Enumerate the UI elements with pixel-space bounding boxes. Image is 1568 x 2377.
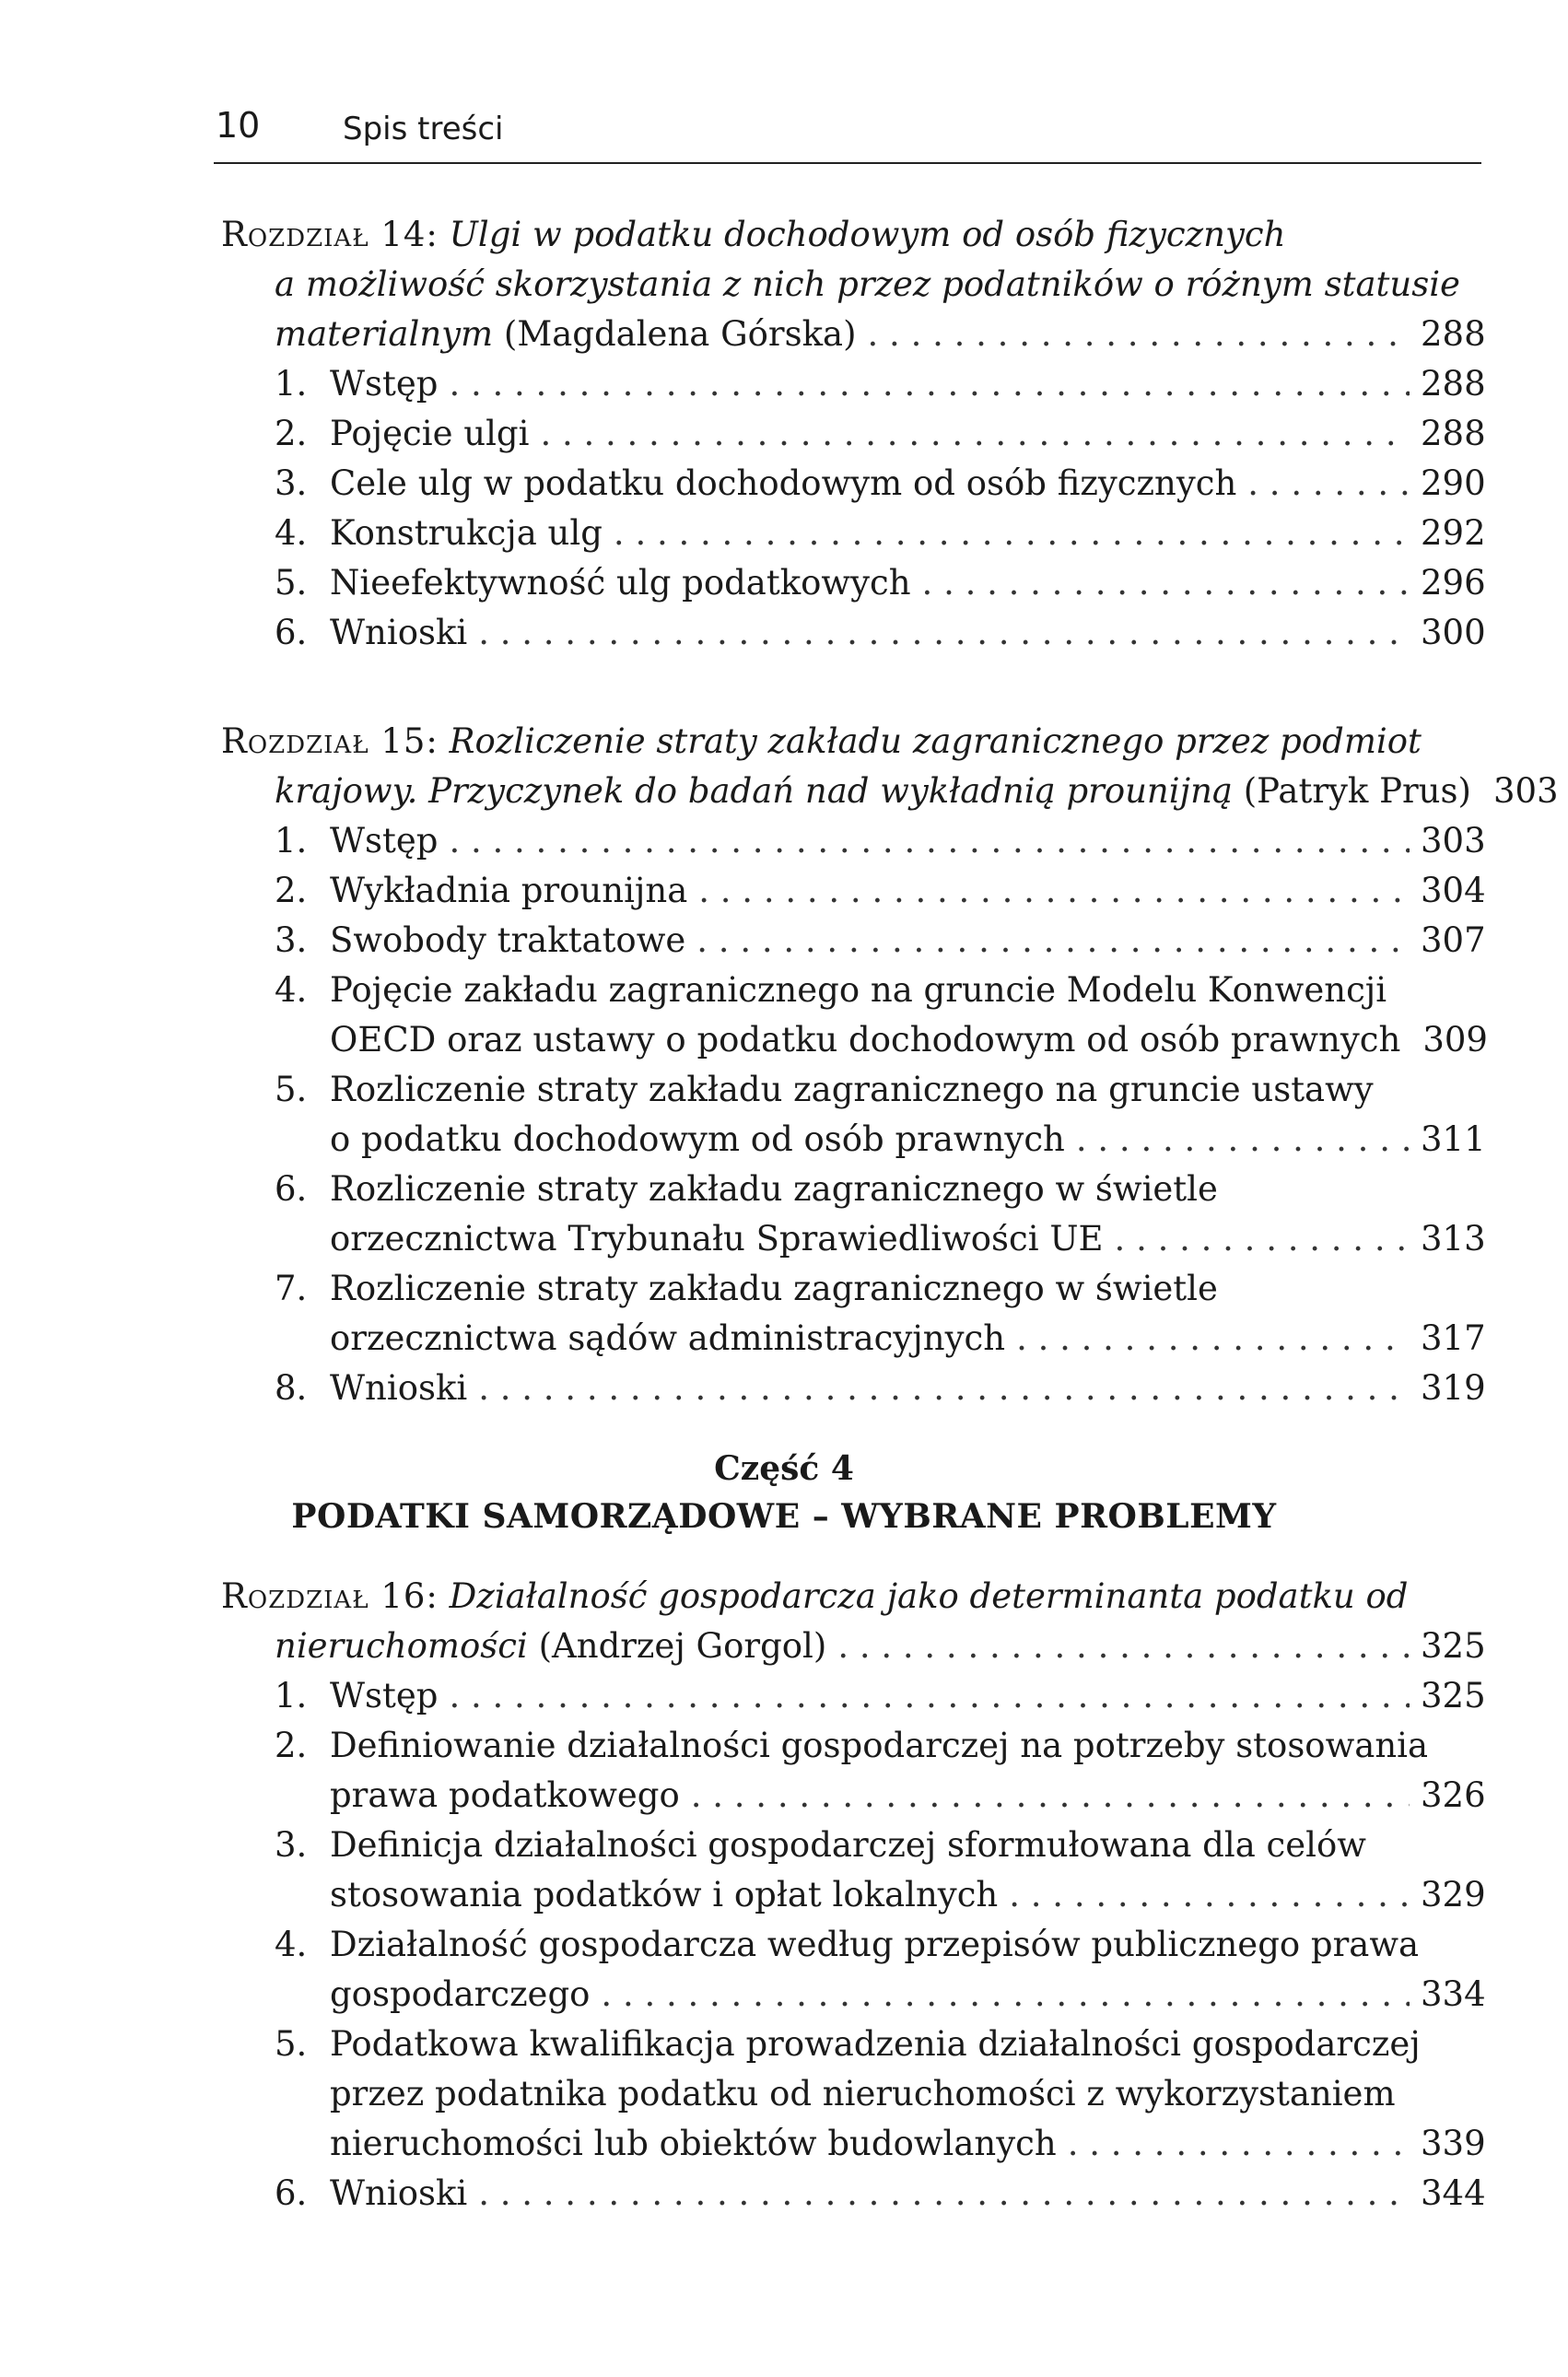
chapter-title-line: a możliwość skorzystania z nich przez podatników o różnym statusie xyxy=(275,264,1460,304)
leader-dots xyxy=(691,1771,1410,1821)
entry-page: 307 xyxy=(1421,920,1486,960)
toc-entry xyxy=(0,1364,1568,1413)
toc-entry xyxy=(0,1264,1568,1364)
entry-title: Wnioski xyxy=(330,1368,468,1408)
entry-title-line: Działalność gospodarcza według przepisów publicznego prawa xyxy=(330,1925,1420,1964)
entry-number: 3. xyxy=(275,1825,308,1865)
entry-page: 344 xyxy=(1421,2173,1486,2213)
entry-number: 4. xyxy=(275,513,308,553)
chapter-page: 303 xyxy=(1492,771,1559,811)
chapter-title-line: nieruchomości xyxy=(275,1626,528,1666)
toc-entry xyxy=(0,1671,1568,1721)
chapter-title-line: Ulgi w podatku dochodowym od osób fizycznych xyxy=(449,215,1286,254)
part-subtitle: PODATKI SAMORZĄDOWE – WYBRANE PROBLEMY xyxy=(291,1497,1277,1536)
entry-number: 7. xyxy=(275,1269,308,1308)
toc-entry xyxy=(0,966,1568,1065)
entry-number: 5. xyxy=(275,563,308,603)
toc-entry xyxy=(0,1821,1568,1920)
entry-page: 311 xyxy=(1421,1119,1486,1159)
entry-number: 4. xyxy=(275,970,308,1010)
part-heading xyxy=(0,1445,1568,1540)
chapter-author: (Andrzej Gorgol) xyxy=(538,1626,827,1666)
entry-title: orzecznictwa Trybunału Sprawiedliwości UE xyxy=(330,1219,1104,1259)
leader-dots xyxy=(478,1364,1410,1413)
entry-number: 2. xyxy=(275,871,308,910)
leader-dots xyxy=(1247,459,1410,509)
leader-dots xyxy=(614,509,1410,558)
chapter-14 xyxy=(0,210,1568,658)
entry-page: 309 xyxy=(1422,1020,1488,1060)
chapter-heading xyxy=(0,1572,1568,1622)
entry-number: 5. xyxy=(275,1070,308,1109)
entry-page: 334 xyxy=(1421,1974,1486,2014)
entry-number: 6. xyxy=(275,613,308,652)
chapter-title-line: Rozliczenie straty zakładu zagranicznego przez podmiot xyxy=(449,721,1422,761)
entry-title: Nieefektywność ulg podatkowych xyxy=(330,563,911,603)
toc-entry xyxy=(0,1065,1568,1165)
page-number: 10 xyxy=(216,105,261,146)
entry-number: 8. xyxy=(275,1368,308,1408)
toc-entry xyxy=(0,1721,1568,1821)
leader-dots xyxy=(540,409,1410,459)
entry-title: Wnioski xyxy=(330,613,468,652)
toc-entry xyxy=(0,2169,1568,2219)
leader-dots xyxy=(837,1622,1410,1671)
toc-entry xyxy=(0,816,1568,866)
leader-dots xyxy=(922,558,1410,608)
leader-dots xyxy=(698,866,1410,916)
entry-number: 3. xyxy=(275,463,308,503)
entry-number: 1. xyxy=(275,821,308,861)
entry-title: Cele ulg w podatku dochodowym od osób fizycznych xyxy=(330,463,1237,503)
toc-entry xyxy=(0,459,1568,509)
entry-page: 296 xyxy=(1421,563,1486,603)
toc-entry xyxy=(0,866,1568,916)
entry-title-line: Podatkowa kwalifikacja prowadzenia działalności gospodarczej xyxy=(330,2024,1421,2064)
leader-dots xyxy=(1076,1115,1410,1165)
chapter-page: 325 xyxy=(1421,1626,1486,1666)
leader-dots xyxy=(449,359,1410,409)
chapter-label: Rozdział 16: xyxy=(221,1576,439,1616)
entry-page: 303 xyxy=(1421,821,1486,861)
toc-entry xyxy=(0,558,1568,608)
chapter-15 xyxy=(0,717,1568,1413)
entry-number: 1. xyxy=(275,1676,308,1715)
entry-page: 339 xyxy=(1421,2124,1486,2163)
chapter-title-last-line xyxy=(0,310,1485,359)
toc-entry xyxy=(0,916,1568,966)
entry-title: Wstęp xyxy=(330,1676,439,1715)
entry-page: 288 xyxy=(1421,364,1486,404)
entry-page: 290 xyxy=(1421,463,1486,503)
chapter-author: (Patryk Prus) xyxy=(1243,771,1471,811)
entry-title-line: Pojęcie zakładu zagranicznego na gruncie Modelu Konwencji xyxy=(330,970,1387,1010)
entry-title-line: Rozliczenie straty zakładu zagranicznego w świetle xyxy=(330,1169,1218,1209)
entry-title: Pojęcie ulgi xyxy=(330,414,530,453)
entry-title: gospodarczego xyxy=(330,1974,591,2014)
chapter-heading xyxy=(0,717,1568,767)
leader-dots xyxy=(868,310,1410,359)
entry-title: Swobody traktatowe xyxy=(330,920,686,960)
entry-page: 317 xyxy=(1421,1318,1486,1358)
entry-page: 313 xyxy=(1421,1219,1486,1259)
entry-title: OECD oraz ustawy o podatku dochodowym od osób prawnych xyxy=(330,1020,1401,1060)
entry-page: 329 xyxy=(1421,1875,1486,1914)
leader-dots xyxy=(449,1671,1410,1721)
leader-dots xyxy=(601,1970,1410,2020)
entry-number: 6. xyxy=(275,1169,308,1209)
entry-number: 3. xyxy=(275,920,308,960)
entry-page: 304 xyxy=(1421,871,1486,910)
entry-title: Wstęp xyxy=(330,364,439,404)
entry-number: 6. xyxy=(275,2173,308,2213)
running-title: Spis treści xyxy=(343,111,504,147)
entry-title-line: Definiowanie działalności gospodarczej na potrzeby stosowania xyxy=(330,1726,1429,1765)
running-head xyxy=(214,103,1481,164)
entry-title-line: przez podatnika podatku od nieruchomości z wykorzystaniem xyxy=(330,2074,1396,2114)
entry-title-line: Definicja działalności gospodarczej sformułowana dla celów xyxy=(330,1825,1366,1865)
leader-dots xyxy=(478,2169,1410,2219)
leader-dots xyxy=(1115,1214,1410,1264)
leader-dots xyxy=(1009,1870,1410,1920)
entry-number: 2. xyxy=(275,1726,308,1765)
entry-title: nieruchomości lub obiektów budowlanych xyxy=(330,2124,1057,2163)
entry-title: o podatku dochodowym od osób prawnych xyxy=(330,1119,1065,1159)
leader-dots xyxy=(696,916,1410,966)
entry-title: orzecznictwa sądów administracyjnych xyxy=(330,1318,1006,1358)
entry-page: 288 xyxy=(1421,414,1486,453)
chapter-page: 288 xyxy=(1421,314,1486,354)
part-title: Część 4 xyxy=(714,1449,854,1488)
chapter-title-last-line xyxy=(0,767,1559,816)
entry-page: 326 xyxy=(1421,1775,1486,1815)
entry-title: Konstrukcja ulg xyxy=(330,513,603,553)
chapter-16 xyxy=(0,1572,1568,2219)
entry-title: stosowania podatków i opłat lokalnych xyxy=(330,1875,999,1914)
toc-entry xyxy=(0,608,1568,658)
chapter-label: Rozdział 15: xyxy=(221,721,439,761)
chapter-title-last-line xyxy=(0,1622,1485,1671)
entry-title: Wnioski xyxy=(330,2173,468,2213)
entry-title-line: Rozliczenie straty zakładu zagranicznego w świetle xyxy=(330,1269,1218,1308)
entry-number: 2. xyxy=(275,414,308,453)
chapter-author: (Magdalena Górska) xyxy=(503,314,857,354)
entry-title: Wstęp xyxy=(330,821,439,861)
leader-dots xyxy=(478,608,1410,658)
entry-title-line: Rozliczenie straty zakładu zagranicznego na gruncie ustawy xyxy=(330,1070,1374,1109)
entry-title: prawa podatkowego xyxy=(330,1775,680,1815)
entry-page: 325 xyxy=(1421,1676,1486,1715)
toc-entry xyxy=(0,1920,1568,2020)
entry-number: 5. xyxy=(275,2024,308,2064)
entry-page: 300 xyxy=(1421,613,1486,652)
entry-page: 292 xyxy=(1421,513,1486,553)
toc-entry xyxy=(0,509,1568,558)
chapter-title-line: materialnym xyxy=(275,314,494,354)
entry-number: 1. xyxy=(275,364,308,404)
toc-entry xyxy=(0,409,1568,459)
leader-dots xyxy=(1016,1314,1410,1364)
chapter-title-line: Działalność gospodarcza jako determinanta podatku od xyxy=(449,1576,1409,1616)
toc-entry xyxy=(0,1165,1568,1264)
chapter-label: Rozdział 14: xyxy=(221,215,439,254)
toc-entry xyxy=(0,359,1568,409)
entry-number: 4. xyxy=(275,1925,308,1964)
chapter-title-line: krajowy. Przyczynek do badań nad wykładnią prounijną xyxy=(275,771,1233,811)
chapter-heading xyxy=(0,210,1568,310)
entry-page: 319 xyxy=(1421,1368,1486,1408)
leader-dots xyxy=(1068,2119,1410,2169)
entry-title: Wykładnia prounijna xyxy=(330,871,688,910)
leader-dots xyxy=(449,816,1410,866)
toc-entry xyxy=(0,2020,1568,2169)
